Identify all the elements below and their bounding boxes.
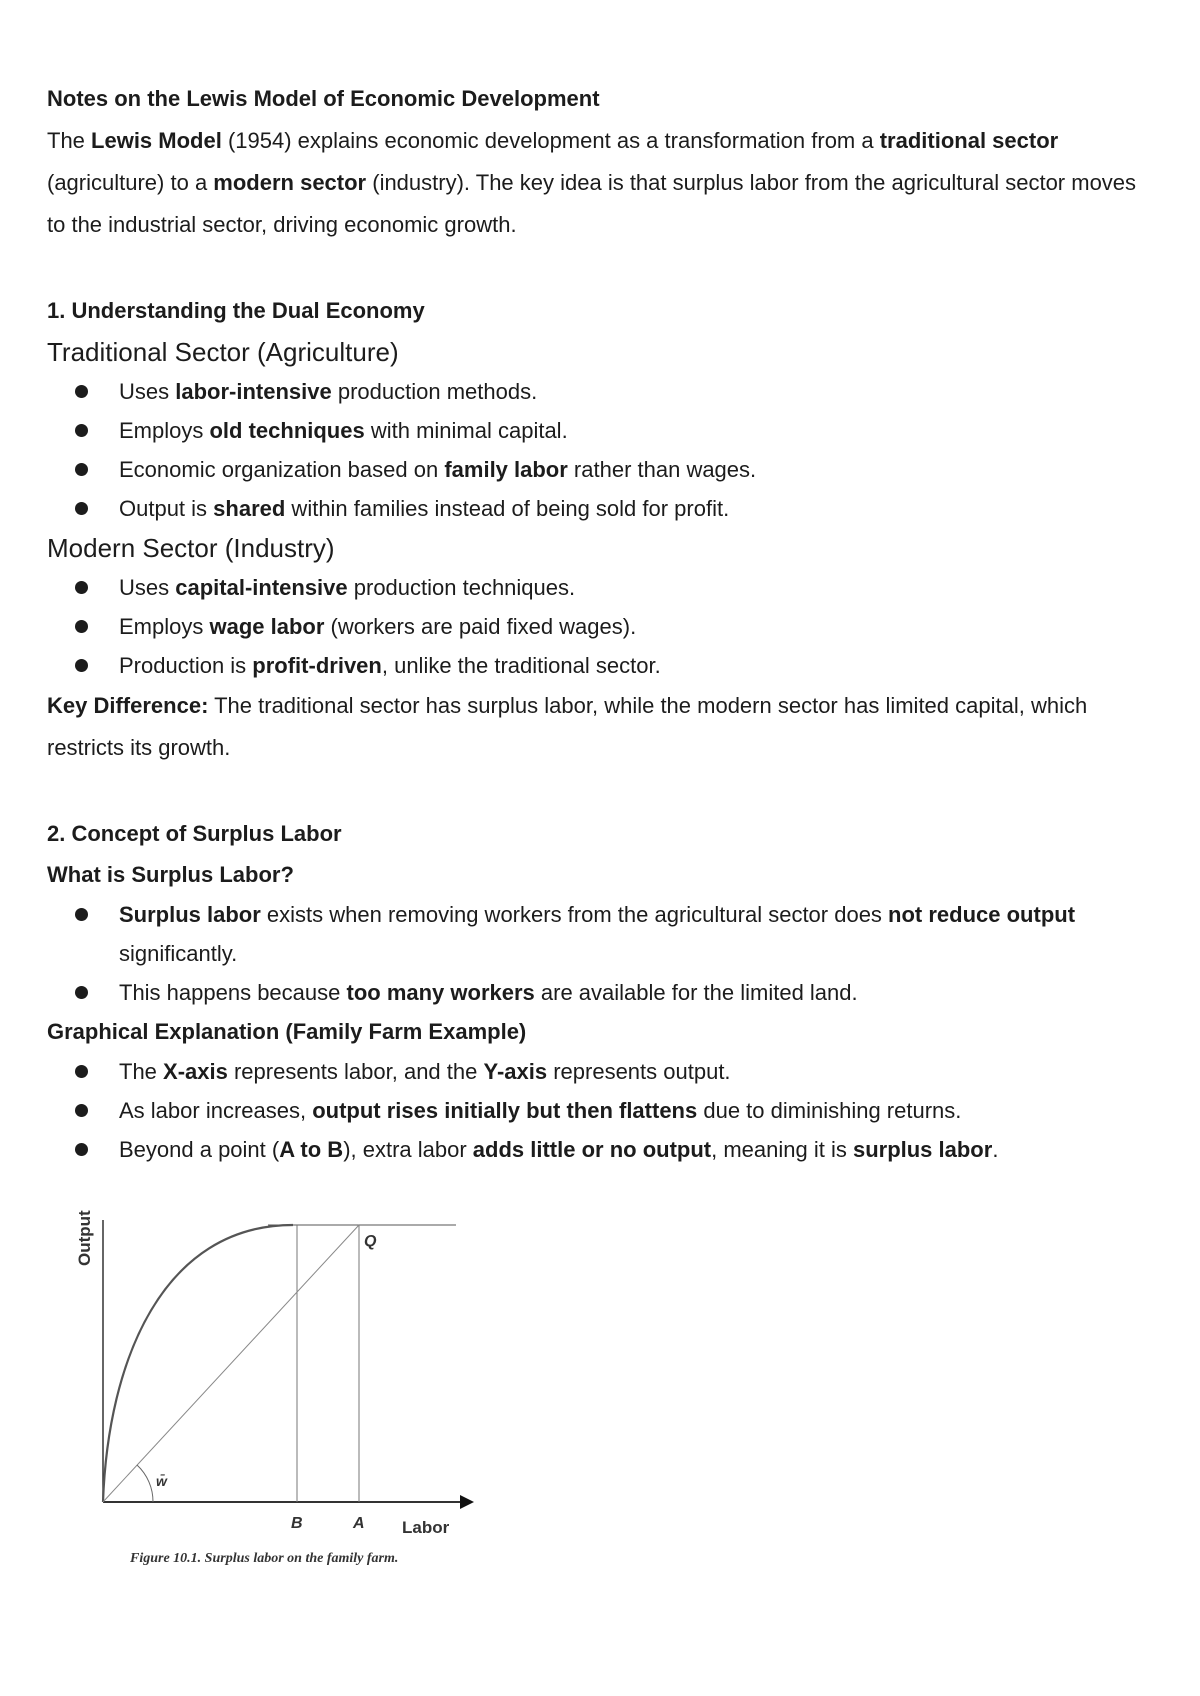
traditional-sector-heading: Traditional Sector (Agriculture) xyxy=(47,337,399,367)
bold-span: A to B xyxy=(279,1137,344,1162)
bold-span: Key Difference: xyxy=(47,693,209,718)
key-difference-paragraph: Key Difference: The traditional sector has surplus labor, while the modern sector has limited capital, which restricts its growth. xyxy=(47,693,1088,760)
point-q-label: Q xyxy=(364,1233,377,1250)
wage-line xyxy=(103,1225,359,1502)
wage-angle-arc xyxy=(137,1465,153,1502)
list-item: Employs old techniques with minimal capital. xyxy=(47,411,1157,450)
graphical-explanation-list xyxy=(47,1052,1157,1169)
list-item: This happens because too many workers are available for the limited land. xyxy=(47,973,1157,1012)
bold-span: output rises initially but then flattens xyxy=(312,1098,698,1123)
surplus-labor-list xyxy=(47,895,1157,1012)
output-curve xyxy=(103,1225,293,1502)
bold-span: too many workers xyxy=(346,980,535,1005)
bold-span: adds little or no output xyxy=(472,1137,712,1162)
list-item: Output is shared within families instead of being sold for profit. xyxy=(47,489,1157,528)
section-1-heading: 1. Understanding the Dual Economy xyxy=(47,298,425,323)
bold-span: surplus labor xyxy=(852,1137,993,1162)
document-page xyxy=(47,78,1157,1169)
bold-span: shared xyxy=(213,496,286,521)
section-2-heading: 2. Concept of Surplus Labor xyxy=(47,821,342,846)
point-b-label: B xyxy=(291,1515,303,1532)
surplus-labor-figure xyxy=(68,1210,518,1570)
list-item: Surplus labor exists when removing workers from the agricultural sector does not reduce output significantly. xyxy=(47,895,1157,973)
bold-span: labor-intensive xyxy=(175,379,332,404)
list-item: Production is profit-driven, unlike the traditional sector. xyxy=(47,646,1157,685)
modern-sector-list xyxy=(47,568,1157,685)
bold-span: modern sector xyxy=(213,170,367,195)
list-item: The X-axis represents labor, and the Y-axis represents output. xyxy=(47,1052,1157,1091)
bold-span: not reduce output xyxy=(888,902,1076,927)
list-item: Uses labor-intensive production methods. xyxy=(47,372,1157,411)
document-title: Notes on the Lewis Model of Economic Development xyxy=(47,86,600,111)
point-a-label: A xyxy=(353,1515,365,1532)
list-item: Economic organization based on family labor rather than wages. xyxy=(47,450,1157,489)
x-axis-label: Labor xyxy=(402,1518,450,1537)
surplus-labor-diagram xyxy=(68,1210,518,1570)
modern-sector-heading: Modern Sector (Industry) xyxy=(47,533,335,563)
traditional-sector-list xyxy=(47,372,1157,528)
bold-span: profit-driven xyxy=(252,653,382,678)
x-axis-arrowhead xyxy=(460,1495,474,1509)
bold-span: old techniques xyxy=(209,418,365,443)
figure-caption: Figure 10.1. Surplus labor on the family farm. xyxy=(130,1551,399,1566)
wage-label: w̄ xyxy=(156,1473,167,1489)
graphical-explanation-heading: Graphical Explanation (Family Farm Example) xyxy=(47,1019,527,1044)
bold-span: family labor xyxy=(444,457,568,482)
spacer xyxy=(47,246,1157,290)
bold-span: traditional sector xyxy=(879,128,1059,153)
spacer xyxy=(47,769,1157,813)
list-item: Employs wage labor (workers are paid fixed wages). xyxy=(47,607,1157,646)
list-item: Beyond a point (A to B), extra labor adds little or no output, meaning it is surplus labor. xyxy=(47,1130,1157,1169)
bold-span: Y-axis xyxy=(483,1059,548,1084)
bold-span: Surplus labor xyxy=(119,902,261,927)
bold-span: X-axis xyxy=(163,1059,228,1084)
y-axis-label: Output xyxy=(75,1210,94,1266)
bold-span: capital-intensive xyxy=(175,575,348,600)
bold-span: wage labor xyxy=(209,614,325,639)
what-is-surplus-heading: What is Surplus Labor? xyxy=(47,862,294,887)
bold-span: Lewis Model xyxy=(91,128,222,153)
list-item: Uses capital-intensive production techniques. xyxy=(47,568,1157,607)
list-item: As labor increases, output rises initially but then flattens due to diminishing returns. xyxy=(47,1091,1157,1130)
intro-paragraph: The Lewis Model (1954) explains economic development as a transformation from a traditional sector (agriculture) to a modern sector (industry). The key idea is that surplus labor from the agricultural sector moves to the industrial sector, driving economic growth. xyxy=(47,128,1137,237)
